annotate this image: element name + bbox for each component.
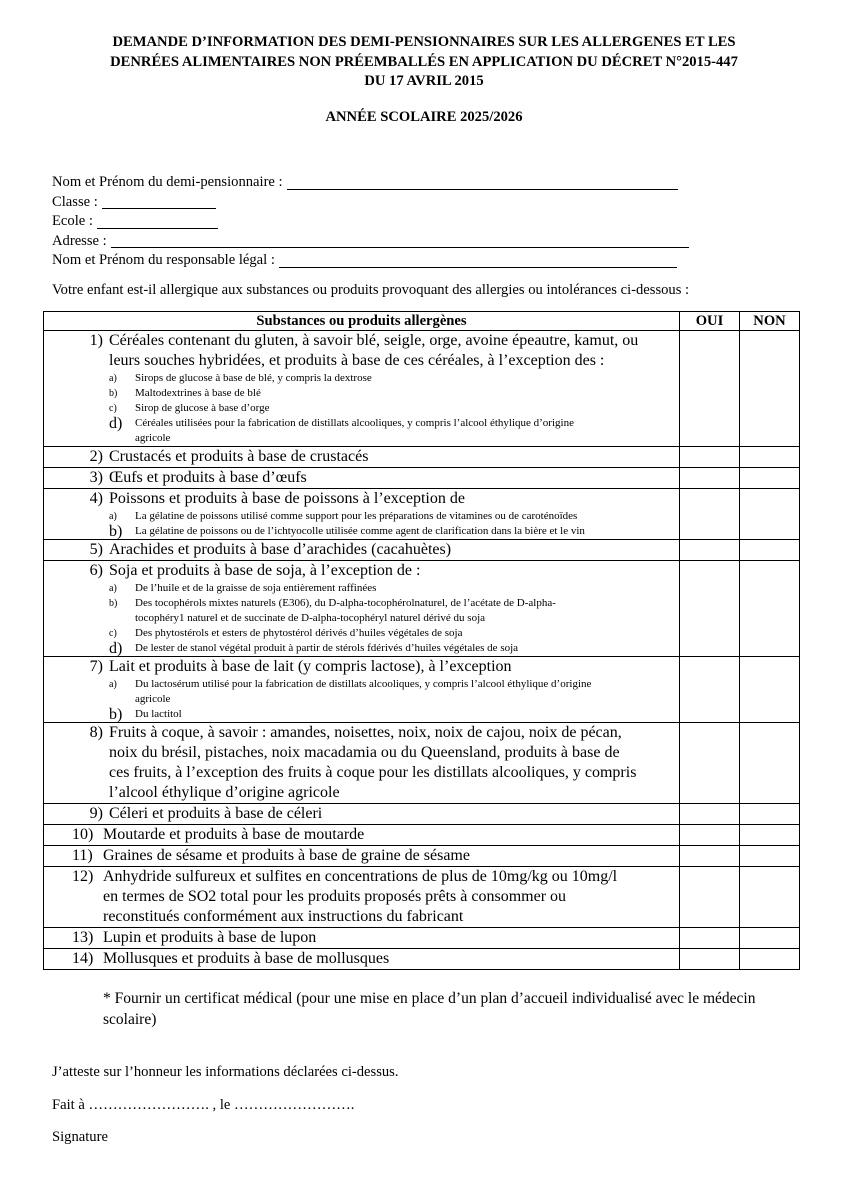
exception-letter: c) [109,628,117,639]
exception-letter: a) [109,373,117,384]
allergen-item [44,331,679,446]
allergen-description [109,489,671,539]
exception-text [135,509,577,524]
allergen-cell [44,949,680,970]
non-checkbox-cell[interactable] [740,657,800,723]
class-field [52,193,752,213]
non-checkbox-cell[interactable] [740,561,800,657]
allergen-cell [44,804,680,825]
allergen-text-line: Poissons et produits à base de poissons à l’exception de [109,490,465,507]
exception-letter: a) [109,679,117,690]
exception-text [135,401,270,416]
exception-text-line: De lester de stanol végétal produit à partir de stérols fdérivés d’huiles végétales de soja [135,642,519,654]
guardian-name-label: Nom et Prénom du responsable légal : [52,252,275,268]
allergen-text-line: Œufs et produits à base d’œufs [109,469,307,486]
oui-checkbox-cell[interactable] [680,846,740,867]
non-checkbox-cell[interactable] [740,804,800,825]
allergen-cell [44,846,680,867]
allergen-description [103,846,671,866]
address-label: Adresse : [52,232,107,249]
title-line-1: DEMANDE D’INFORMATION DES DEMI-PENSIONNAIRES SUR LES ALLERGENES ET LES [112,34,736,50]
exception-text [135,596,556,626]
exception-letter: b) [109,598,118,609]
exception-letter: b) [109,523,123,540]
allergen-cell [44,825,680,846]
allergen-cell [44,867,680,928]
exception-letter: b) [109,388,118,399]
class-label: Classe : [52,193,98,210]
document-title [40,33,808,92]
table-row [44,468,800,489]
allergen-description [109,561,671,656]
exception-item [109,416,671,446]
table-row [44,331,800,447]
table-row [44,846,800,867]
allergen-number: 10) [72,826,94,843]
allergen-description [109,331,671,446]
exception-text [135,626,462,641]
exception-letter: a) [109,583,117,594]
exception-item [109,386,671,401]
exception-text-line: Des phytostérols et esters de phytostérol dérivés d’huiles végétales de soja [135,627,463,639]
table-row [44,489,800,540]
exception-text-line: Céréales utilisées pour la fabrication de distillats alcooliques, y compris l’alcool éthylique d’origine [135,417,574,429]
allergen-number: 3) [89,469,103,486]
allergen-text-line: Lupin et produits à base de lupon [103,929,317,946]
allergen-number: 8) [89,724,103,741]
allergen-number: 1) [89,332,103,349]
allergen-description [109,804,671,824]
allergen-number: 13) [72,929,94,946]
exception-item [109,581,671,596]
allergen-number: 4) [89,490,103,507]
non-checkbox-cell[interactable] [740,447,800,468]
allergen-description [103,825,671,845]
allergen-text-line: Arachides et produits à base d’arachides (cacahuètes) [109,541,452,558]
non-column-header: NON [740,312,800,331]
exception-text-line: Maltodextrines à base de blé [135,387,261,399]
allergen-item [44,561,679,656]
non-checkbox-cell[interactable] [740,867,800,928]
allergen-text-line: Crustacés et produits à base de crustacés [109,448,369,465]
allergen-text-line: Céréales contenant du gluten, à savoir blé, seigle, orge, avoine épeautre, kamut, ou [109,332,639,349]
exception-text-line: Du lactitol [135,708,182,720]
signature-label: Signature [52,1129,108,1145]
non-checkbox-cell[interactable] [740,468,800,489]
oui-checkbox-cell[interactable] [680,561,740,657]
non-checkbox-cell[interactable] [740,331,800,447]
allergen-item [44,489,679,539]
table-header-row [44,312,800,331]
allergen-number: 9) [89,805,103,822]
class-blank[interactable] [102,194,216,209]
title-line-3: DU 17 AVRIL 2015 [364,73,484,89]
allergen-number: 6) [89,562,103,579]
table-row [44,723,800,804]
exception-text-line: Sirop de glucose à base d’orge [135,402,270,414]
allergen-cell [44,723,680,804]
exception-text-line: Du lactosérum utilisé pour la fabrication de distillats alcooliques, y compris l’alcool éthylique d’origine [135,678,592,690]
attestation-text: J’atteste sur l’honneur les informations déclarées ci-dessus. [52,1064,399,1080]
allergen-item [44,723,679,803]
table-row [44,867,800,928]
allergen-description [109,540,671,560]
allergen-number: 14) [72,950,94,967]
allergen-item [44,949,679,969]
allergen-text-line: Anhydride sulfureux et sulfites en concentrations de plus de 10mg/kg ou 10mg/l [103,868,618,885]
substances-column-header: Substances ou produits allergènes [44,312,680,331]
exception-letter: c) [109,403,117,414]
allergen-description [109,723,671,803]
exception-text-line: agricole [135,693,171,705]
allergen-text-line: noix du brésil, pistaches, noix macadamia ou du Queensland, produits à base de [109,744,620,761]
exception-letter: d) [109,415,123,432]
non-checkbox-cell[interactable] [740,825,800,846]
allergen-description [103,949,671,969]
allergen-text-line: Céleri et produits à base de céleri [109,805,323,822]
allergy-question: Votre enfant est-il allergique aux substances ou produits provoquant des allergies ou intolérances ci-dessous : [52,282,690,298]
allergen-text-line: l’alcool éthylique d’origine agricole [109,784,340,801]
allergen-description [109,657,671,722]
allergen-number: 7) [89,658,103,675]
school-label: Ecole : [52,213,93,229]
allergen-item [44,540,679,560]
oui-checkbox-cell[interactable] [680,949,740,970]
student-name-field [52,173,752,193]
allergen-item [44,846,679,866]
table-row [44,561,800,657]
exception-text-line: tocophéry1 naturel et de succinate de D-alpha-tocophéryl naturel dérivé du soja [135,612,486,624]
allergen-number: 11) [72,847,93,864]
allergen-description [103,928,671,948]
table-row [44,804,800,825]
guardian-name-blank[interactable] [279,253,677,268]
exception-item [109,371,671,386]
school-field [52,212,752,232]
allergen-table [43,311,800,970]
oui-checkbox-cell[interactable] [680,468,740,489]
exception-text-line: La gélatine de poissons ou de l’ichtyocolle utilisée comme agent de clarification dans la bière et le vin [135,525,585,537]
exception-item [109,626,671,641]
allergen-text-line: Fruits à coque, à savoir : amandes, noisettes, noix, noix de cajou, noix de pécan, [109,724,622,741]
exception-item [109,509,671,524]
oui-checkbox-cell[interactable] [680,540,740,561]
address-field [52,232,752,252]
exception-text-line: Des tocophérols mixtes naturels (E306), du D-alpha-tocophérolnaturel, de l’acétate de D-alpha- [135,597,556,609]
allergen-text-line: Soja et produits à base de soja, à l’exception de : [109,562,421,579]
oui-checkbox-cell[interactable] [680,447,740,468]
allergen-cell [44,540,680,561]
non-checkbox-cell[interactable] [740,949,800,970]
student-info-fields [52,173,752,271]
allergen-text-line: leurs souches hybridées, et produits à base de ces céréales, à l’exception des : [109,352,605,369]
address-blank[interactable] [111,233,689,248]
medical-certificate-note: * Fournir un certificat médical (pour une mise en place d’un plan d’accueil individualisé avec le médecin scolaire) [103,990,756,1028]
exception-item [109,401,671,416]
allergen-item [44,447,679,467]
exception-letter: b) [109,706,123,723]
oui-checkbox-cell[interactable] [680,723,740,804]
allergen-text-line: Lait et produits à base de lait (y compris lactose), à l’exception [109,658,512,675]
allergen-description [109,447,671,467]
exception-text-line: Sirops de glucose à base de blé, y compris la dextrose [135,372,372,384]
allergen-cell [44,928,680,949]
exception-letter: d) [109,640,123,657]
allergen-cell [44,447,680,468]
exception-item [109,707,671,722]
student-name-label: Nom et Prénom du demi-pensionnaire : [52,174,283,190]
student-name-blank[interactable] [287,175,678,190]
allergen-cell [44,489,680,540]
exception-item [109,596,671,626]
exception-text-line: La gélatine de poissons utilisé comme support pour les préparations de vitamines ou de caroténoïdes [135,510,578,522]
allergen-cell [44,657,680,723]
exception-letter: a) [109,511,117,522]
allergen-text-line: reconstitués conformément aux instructions du fabricant [103,908,464,925]
exception-text [135,386,261,401]
guardian-name-field [52,251,752,271]
oui-checkbox-cell[interactable] [680,489,740,540]
exception-text [135,707,182,722]
allergen-cell [44,561,680,657]
oui-checkbox-cell[interactable] [680,331,740,447]
title-line-2: DENRÉES ALIMENTAIRES NON PRÉEMBALLÉS EN APPLICATION DU DÉCRET N°2015-447 [110,53,738,70]
school-year: ANNÉE SCOLAIRE 2025/2026 [325,109,523,125]
allergen-cell [44,331,680,447]
allergen-text-line: en termes de SO2 total pour les produits proposés prêts à consommer ou [103,888,567,905]
allergen-item [44,468,679,488]
school-blank[interactable] [97,214,218,229]
non-checkbox-cell[interactable] [740,928,800,949]
exception-text [135,524,585,539]
allergen-item [44,804,679,824]
table-row [44,540,800,561]
oui-checkbox-cell[interactable] [680,657,740,723]
allergen-number: 5) [89,541,103,558]
exception-item [109,641,671,656]
exception-text-line: De l’huile et de la graisse de soja entièrement raffinées [135,582,377,594]
exception-text [135,416,574,446]
allergen-description [109,468,671,488]
exception-text [135,641,518,656]
allergen-text-line: Moutarde et produits à base de moutarde [103,826,365,843]
allergen-text-line: Graines de sésame et produits à base de graine de sésame [103,847,470,864]
allergen-item [44,657,679,722]
allergen-description [103,867,671,927]
place-date-line: Fait à ……………………. , le ……………………. [52,1097,355,1113]
allergen-item [44,928,679,948]
allergen-text-line: Mollusques et produits à base de mollusques [103,950,390,967]
allergen-text-line: ces fruits, à l’exception des fruits à coque pour les distillats alcooliques, y compris [109,764,637,781]
exception-item [109,677,671,707]
oui-checkbox-cell[interactable] [680,867,740,928]
table-row [44,949,800,970]
oui-column-header: OUI [680,312,740,331]
table-row [44,825,800,846]
oui-checkbox-cell[interactable] [680,804,740,825]
exception-text [135,677,591,707]
allergen-item [44,867,679,927]
non-checkbox-cell[interactable] [740,540,800,561]
non-checkbox-cell[interactable] [740,846,800,867]
allergen-cell [44,468,680,489]
allergen-item [44,825,679,845]
allergen-number: 2) [89,448,103,465]
allergen-number: 12) [72,868,94,885]
table-row [44,447,800,468]
non-checkbox-cell[interactable] [740,489,800,540]
exception-item [109,524,671,539]
non-checkbox-cell[interactable] [740,723,800,804]
exception-text-line: agricole [135,432,171,444]
table-row [44,928,800,949]
exception-text [135,371,372,386]
exception-text [135,581,376,596]
oui-checkbox-cell[interactable] [680,928,740,949]
oui-checkbox-cell[interactable] [680,825,740,846]
table-row [44,657,800,723]
